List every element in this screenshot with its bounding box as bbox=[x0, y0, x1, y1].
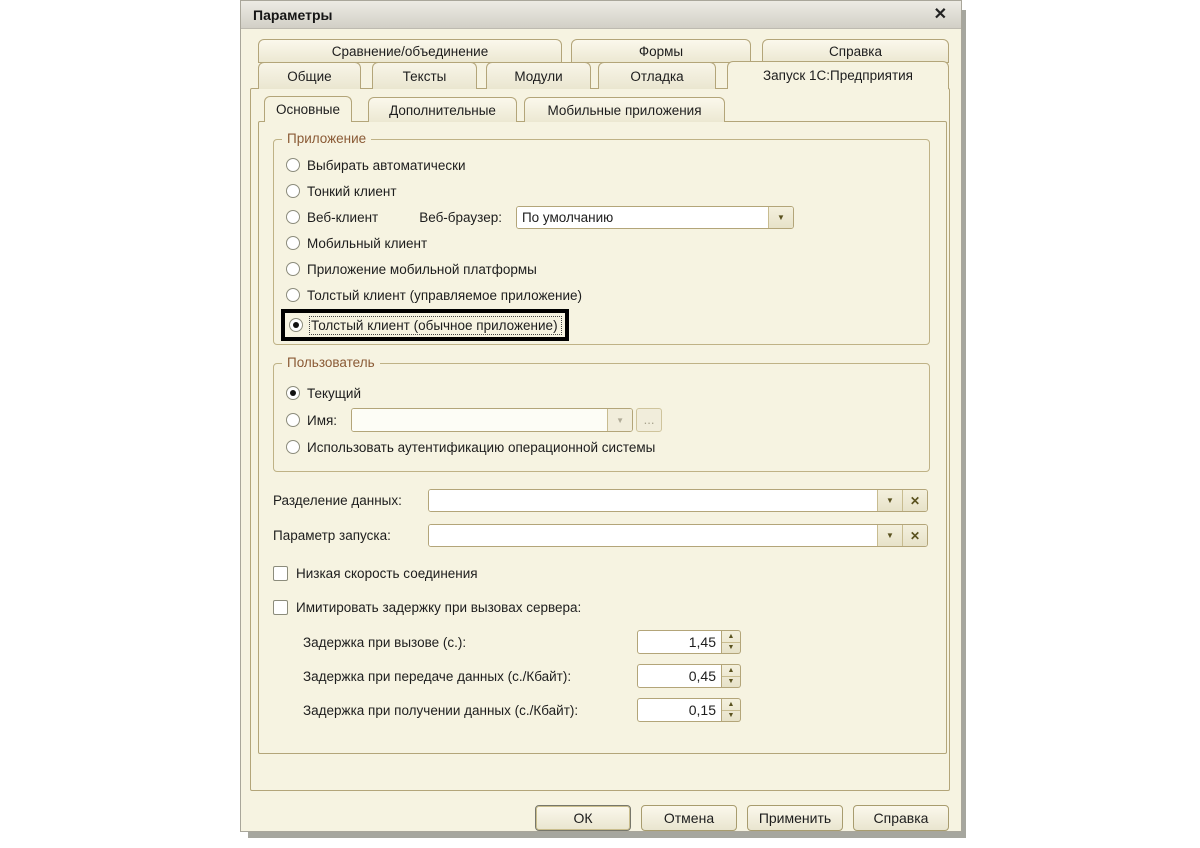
spin-up-icon[interactable]: ▲ bbox=[722, 699, 740, 711]
checkbox-icon[interactable] bbox=[273, 600, 288, 615]
startup-parameter-label: Параметр запуска: bbox=[273, 528, 391, 543]
call-delay-spinner[interactable] bbox=[637, 630, 741, 654]
tab-1c-enterprise-startup[interactable]: Запуск 1С:Предприятия bbox=[727, 61, 949, 89]
spin-up-icon[interactable]: ▲ bbox=[722, 665, 740, 677]
ok-button[interactable]: ОК bbox=[535, 805, 631, 831]
radio-row-os-authentication[interactable] bbox=[286, 434, 929, 460]
call-delay-value[interactable]: 1,45 bbox=[637, 630, 722, 654]
radio-row-mobile-client[interactable] bbox=[286, 230, 929, 256]
apply-button[interactable]: Применить bbox=[747, 805, 843, 831]
user-name-value bbox=[352, 409, 607, 431]
annotation-highlight-rect bbox=[281, 309, 569, 341]
tab-forms[interactable]: Формы bbox=[571, 39, 751, 63]
call-delay-row bbox=[303, 630, 946, 654]
spinner-buttons[interactable] bbox=[722, 630, 741, 654]
basic-tab-panel bbox=[258, 121, 947, 754]
dropdown-button[interactable] bbox=[877, 490, 902, 511]
radio-row-thick-client-managed[interactable] bbox=[286, 282, 929, 308]
low-speed-checkbox-row[interactable] bbox=[273, 564, 946, 582]
user-group bbox=[273, 355, 930, 472]
call-delay-label: Задержка при вызове (с.): bbox=[303, 634, 467, 650]
radio-label: Текущий bbox=[307, 385, 361, 401]
radio-icon[interactable] bbox=[286, 288, 300, 302]
radio-label: Приложение мобильной платформы bbox=[307, 261, 537, 277]
chevron-down-icon: ▼ bbox=[777, 212, 785, 222]
radio-row-thin-client[interactable] bbox=[286, 178, 929, 204]
radio-label: Тонкий клиент bbox=[307, 183, 397, 199]
tab-modules[interactable]: Модули bbox=[486, 62, 591, 89]
clear-icon: ✕ bbox=[909, 528, 921, 543]
dropdown-button[interactable] bbox=[877, 525, 902, 546]
radio-icon[interactable] bbox=[286, 262, 300, 276]
startup-parameter-combobox[interactable] bbox=[428, 524, 928, 547]
application-group bbox=[273, 131, 930, 345]
receive-delay-value[interactable]: 0,15 bbox=[637, 698, 722, 722]
spin-down-icon[interactable]: ▼ bbox=[727, 678, 735, 686]
send-delay-spinner[interactable] bbox=[637, 664, 741, 688]
tab-basic[interactable]: Основные bbox=[264, 96, 352, 122]
radio-row-current-user[interactable] bbox=[286, 380, 929, 406]
tab-additional[interactable]: Дополнительные bbox=[368, 97, 517, 122]
data-separation-value[interactable] bbox=[429, 490, 877, 511]
simulate-delay-checkbox-row[interactable] bbox=[273, 598, 946, 616]
dropdown-button-disabled bbox=[607, 409, 632, 431]
dropdown-button[interactable] bbox=[768, 207, 793, 228]
dialog-button-row bbox=[241, 805, 949, 831]
radio-label: Веб-клиент bbox=[307, 209, 379, 225]
send-delay-label: Задержка при передаче данных (с./Кбайт): bbox=[303, 668, 572, 684]
spin-down-icon[interactable]: ▼ bbox=[727, 644, 735, 652]
radio-icon[interactable] bbox=[286, 184, 300, 198]
checkbox-icon[interactable] bbox=[273, 566, 288, 581]
data-separation-combobox[interactable] bbox=[428, 489, 928, 512]
title-bar[interactable] bbox=[241, 1, 961, 29]
user-name-combobox bbox=[351, 408, 633, 432]
web-browser-value: По умолчанию bbox=[517, 207, 768, 228]
send-delay-value[interactable]: 0,45 bbox=[637, 664, 722, 688]
radio-selected-icon[interactable] bbox=[289, 318, 303, 332]
checkbox-label: Имитировать задержку при вызовах сервера: bbox=[296, 599, 582, 615]
web-browser-label: Веб-браузер: bbox=[419, 209, 502, 225]
inner-tab-row bbox=[264, 97, 949, 122]
radio-icon[interactable] bbox=[286, 210, 300, 224]
spinner-buttons[interactable] bbox=[722, 664, 741, 688]
tab-comparison-merge[interactable]: Сравнение/объединение bbox=[258, 39, 562, 63]
radio-icon[interactable] bbox=[286, 158, 300, 172]
radio-label: Имя: bbox=[307, 412, 338, 428]
tab-mobile-apps[interactable]: Мобильные приложения bbox=[524, 97, 725, 122]
radio-row-mobile-platform-app[interactable] bbox=[286, 256, 929, 282]
tab-row-back bbox=[258, 39, 961, 63]
spinner-buttons[interactable] bbox=[722, 698, 741, 722]
send-delay-row bbox=[303, 664, 946, 688]
receive-delay-spinner[interactable] bbox=[637, 698, 741, 722]
user-group-label: Пользователь bbox=[282, 355, 380, 370]
radio-selected-icon[interactable] bbox=[286, 386, 300, 400]
data-separation-label: Разделение данных: bbox=[273, 493, 402, 508]
radio-icon[interactable] bbox=[286, 440, 300, 454]
tab-row-front bbox=[258, 62, 961, 89]
radio-icon[interactable] bbox=[286, 413, 300, 427]
radio-label: Использовать аутентификацию операционной системы bbox=[307, 439, 656, 455]
tab-help[interactable]: Справка bbox=[762, 39, 949, 63]
window-title: Параметры bbox=[253, 6, 333, 23]
radio-row-thick-client-ordinary[interactable] bbox=[286, 308, 929, 342]
startup-tab-panel bbox=[250, 88, 950, 791]
spin-up-icon[interactable]: ▲ bbox=[722, 631, 740, 643]
chevron-down-icon: ▼ bbox=[616, 415, 624, 425]
close-icon[interactable]: ✕ bbox=[933, 5, 947, 23]
radio-label: Толстый клиент (управляемое приложение) bbox=[307, 287, 583, 303]
radio-row-web-client[interactable] bbox=[286, 204, 929, 230]
radio-row-user-name[interactable] bbox=[286, 406, 929, 434]
startup-parameter-value[interactable] bbox=[429, 525, 877, 546]
parameters-dialog bbox=[240, 0, 962, 832]
startup-parameter-row bbox=[273, 524, 946, 547]
chevron-down-icon: ▼ bbox=[886, 531, 894, 540]
clear-button[interactable] bbox=[902, 490, 927, 511]
application-group-label: Приложение bbox=[282, 131, 371, 146]
tab-general[interactable]: Общие bbox=[258, 62, 361, 89]
radio-row-auto-select[interactable] bbox=[286, 152, 929, 178]
spin-down-icon[interactable]: ▼ bbox=[727, 712, 735, 720]
radio-label: Мобильный клиент bbox=[307, 235, 428, 251]
help-button[interactable]: Справка bbox=[853, 805, 949, 831]
clear-icon: ✕ bbox=[909, 493, 921, 508]
tab-texts[interactable]: Тексты bbox=[372, 62, 477, 89]
web-browser-combobox[interactable] bbox=[516, 206, 794, 229]
radio-label: Толстый клиент (обычное приложение) bbox=[310, 317, 561, 334]
data-separation-row bbox=[273, 489, 946, 512]
radio-label: Выбирать автоматически bbox=[307, 157, 466, 173]
browse-button: ... bbox=[636, 408, 662, 432]
radio-icon[interactable] bbox=[286, 236, 300, 250]
cancel-button[interactable]: Отмена bbox=[641, 805, 737, 831]
receive-delay-row bbox=[303, 698, 946, 722]
chevron-down-icon: ▼ bbox=[886, 496, 894, 505]
receive-delay-label: Задержка при получении данных (с./Кбайт): bbox=[303, 702, 579, 718]
checkbox-label: Низкая скорость соединения bbox=[296, 565, 478, 581]
tab-debugging[interactable]: Отладка bbox=[598, 62, 716, 89]
clear-button[interactable] bbox=[902, 525, 927, 546]
